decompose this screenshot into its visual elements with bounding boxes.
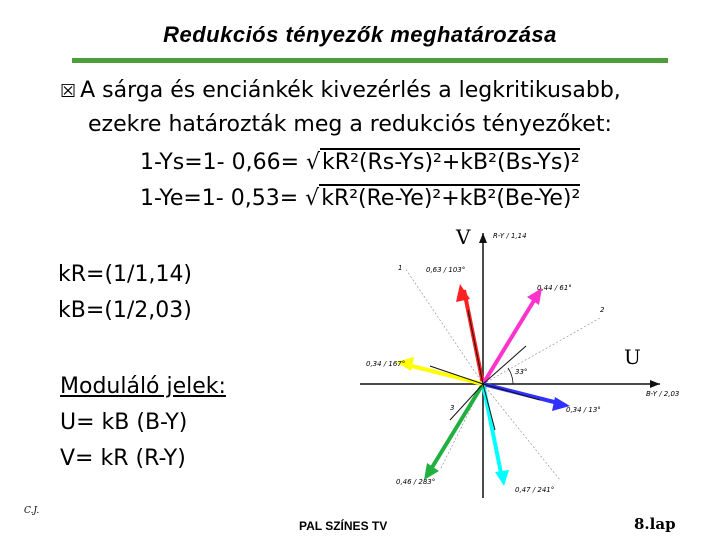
- sqrt-sign: √kR²(Re-Ye)²+kB²(Be-Ye)²: [305, 186, 581, 211]
- coefficient-kb: kB=(1/2,03): [58, 298, 192, 323]
- cyan-vector-arrow-icon: [495, 470, 509, 486]
- modulating-v: V= kR (R-Y): [60, 446, 186, 471]
- angle-label: 33°: [515, 368, 528, 376]
- yellow-vector: [404, 364, 483, 384]
- u-axis-arrow-icon: [650, 380, 660, 388]
- v-axis-label: V: [456, 225, 471, 249]
- equation-2-radicand: kR²(Re-Ye)²+kB²(Be-Ye)²: [321, 186, 581, 211]
- equation-1-radicand: kR²(Rs-Ys)²+kB²(Bs-Ys)²: [322, 150, 580, 175]
- diagram-number-2: 2: [600, 306, 605, 314]
- author-initials: C.J.: [24, 506, 40, 516]
- vector-label-green: 0,46 / 283°: [396, 478, 436, 486]
- vector-label-red: 0,63 / 103°: [426, 266, 466, 274]
- checkbox-bullet-icon: ☒: [60, 81, 77, 102]
- u-axis-small-label: B-Y / 2,03: [646, 390, 680, 398]
- bullet-line-2: ezekre határozták meg a redukciós tényezőket:: [88, 112, 612, 137]
- guide-line: [483, 318, 600, 384]
- magenta-vector: [483, 294, 538, 384]
- burst-line: [483, 384, 540, 400]
- slide-title: Redukciós tényezők meghatározása: [163, 22, 557, 47]
- v-axis-small-label: R-Y / 1,14: [493, 232, 527, 240]
- vector-label-cyan: 0,47 / 241°: [515, 486, 555, 494]
- burst-line: [430, 366, 483, 384]
- equation-2-left: 1-Ye=1- 0,53=: [140, 186, 299, 211]
- vector-label-yellow: 0,34 / 167°: [366, 360, 406, 368]
- equation-1-left: 1-Ys=1- 0,66=: [140, 150, 300, 175]
- bullet-text-1: A sárga és enciánkék kivezérlés a legkritikusabb,: [80, 78, 621, 103]
- vector-label-magenta: 0,44 / 61°: [537, 284, 572, 292]
- green-vector: [428, 384, 483, 474]
- page-number: 8.lap: [634, 515, 676, 533]
- red-vector-arrow-icon: [456, 284, 470, 302]
- coefficient-kr: kR=(1/1,14): [58, 262, 193, 287]
- u-axis-label: U: [624, 345, 641, 369]
- diagram-number-3: 3: [450, 404, 455, 412]
- vector-label-blue: 0,34 / 13°: [566, 406, 601, 414]
- angle-arc: [508, 368, 513, 384]
- v-axis-arrow-icon: [479, 233, 487, 243]
- diagram-number-1: 1: [398, 264, 403, 272]
- footer-course-title: PAL SZÍNES TV: [299, 519, 388, 533]
- sqrt-sign: √kR²(Rs-Ys)²+kB²(Bs-Ys)²: [306, 150, 580, 175]
- modulating-title: Moduláló jelek:: [60, 374, 226, 399]
- cyan-vector: [483, 384, 502, 478]
- modulating-u: U= kB (B-Y): [60, 410, 188, 435]
